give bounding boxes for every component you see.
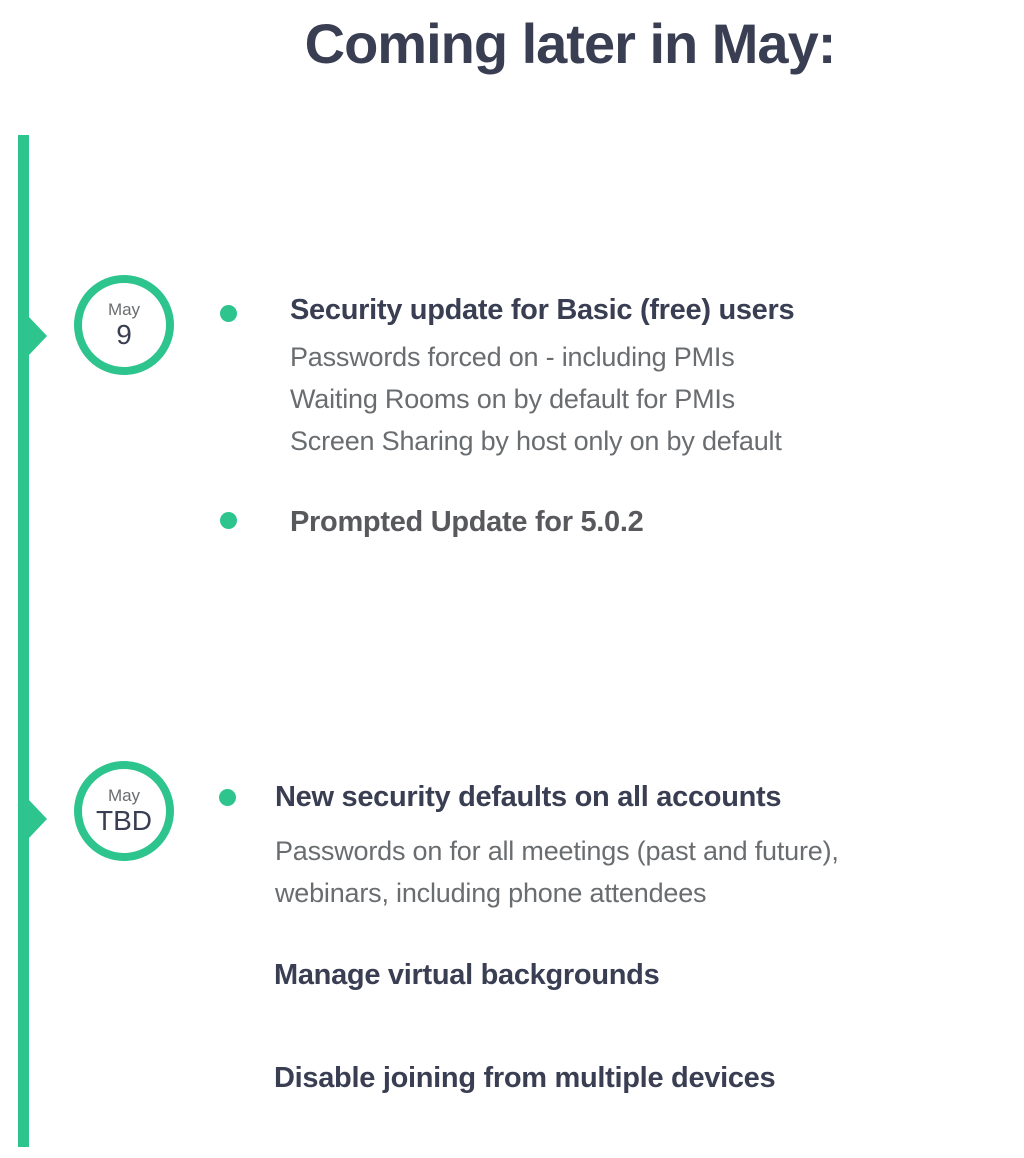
date-month-label: May: [107, 299, 141, 319]
date-day-label: 9: [116, 318, 132, 350]
item-title-security-update: Security update for Basic (free) users: [290, 294, 795, 326]
item-details: [275, 830, 839, 914]
date-badge-may-tbd: [74, 761, 174, 861]
detail-line: Waiting Rooms on by default for PMIs: [290, 384, 735, 414]
detail-line: Passwords on for all meetings (past and future),: [275, 836, 839, 866]
bullet-dot-icon: [220, 305, 237, 322]
timeline-vertical-line: [18, 135, 29, 1147]
bullet-dot-icon: [219, 789, 236, 806]
detail-line: Screen Sharing by host only on by default: [290, 426, 782, 456]
timeline-arrow-icon: [29, 317, 47, 355]
detail-line: Passwords forced on - including PMIs: [290, 342, 735, 372]
date-badge-may-9: [74, 275, 174, 375]
item-title-new-security-defaults: New security defaults on all accounts: [275, 781, 782, 813]
item-title-disable-joining-multiple-devices: Disable joining from multiple devices: [274, 1062, 776, 1094]
date-day-label: TBD: [96, 804, 152, 836]
page-title: Coming later in May:: [304, 12, 836, 75]
timeline-arrow-icon: [29, 800, 47, 838]
date-month-label: May: [107, 785, 141, 805]
detail-line: webinars, including phone attendees: [275, 878, 707, 908]
item-title-manage-virtual-backgrounds: Manage virtual backgrounds: [274, 959, 660, 991]
item-details: [290, 336, 782, 462]
item-title-prompted-update: Prompted Update for 5.0.2: [290, 506, 644, 538]
bullet-dot-icon: [220, 512, 237, 529]
